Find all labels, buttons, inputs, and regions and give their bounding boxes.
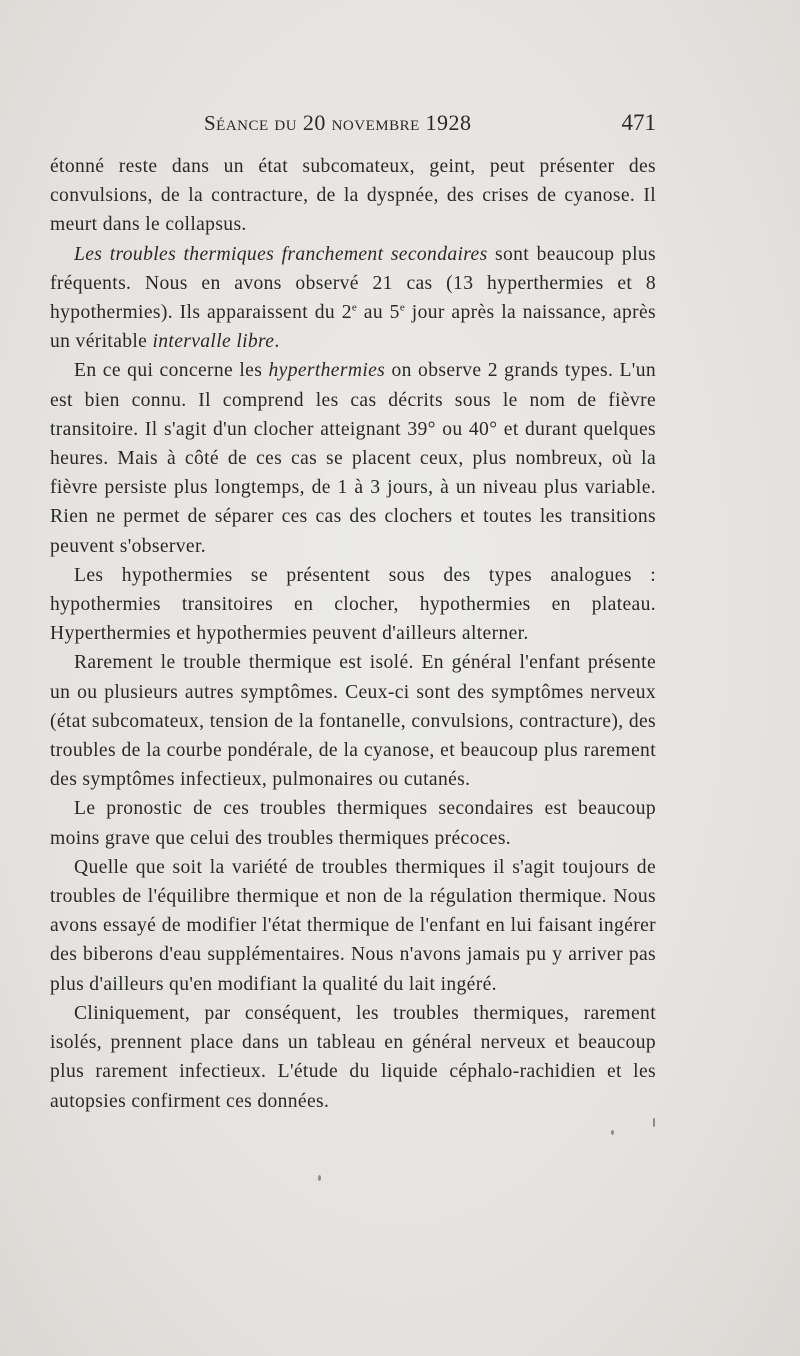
paragraph-p6 bbox=[50, 794, 656, 852]
text-run: Les hypothermies se présentent sous des types analogues : hypothermies transitoires en clocher, hypothermies en plateau. Hyperthermies et hypothermies peuvent d'ailleurs alterner. bbox=[50, 564, 656, 645]
text-run: . bbox=[274, 331, 280, 353]
text-run: Quelle que soit la variété de troubles thermiques il s'agit toujours de troubles de l'équilibre thermique et non de la régulation thermique. Nous avons essayé de modifier l'état thermique de l'enfant en lui faisant ingérer des biberons d'eau supplémentaires. Nous n'avons jamais pu y arriver pas plus d'ailleurs qu'en modifiant la qualité du lait ingéré. bbox=[50, 856, 656, 995]
running-title bbox=[204, 110, 472, 136]
superscript: e bbox=[351, 301, 358, 314]
running-title-month: novembre bbox=[325, 111, 426, 135]
paragraph-p7 bbox=[50, 853, 656, 999]
paragraph-p1 bbox=[50, 152, 656, 240]
superscript: e bbox=[399, 301, 406, 314]
ink-speck bbox=[318, 1175, 321, 1181]
italic-phrase: Les troubles thermiques franchement secondaires bbox=[74, 243, 488, 265]
text-run: au 5 bbox=[357, 302, 400, 324]
paragraph-p4 bbox=[50, 561, 656, 649]
paragraph-p3 bbox=[50, 356, 656, 560]
page-number: 471 bbox=[621, 110, 656, 135]
paragraph-p2 bbox=[50, 240, 656, 357]
text-run: Cliniquement, par conséquent, les troubles thermiques, rarement isolés, prennent place dans un tableau en général nerveux et beaucoup plus rarement infectieux. L'étude du liquide céphalo-rachidien et les autopsies confirment ces données. bbox=[50, 1002, 656, 1112]
text-run: Rarement le trouble thermique est isolé. En général l'enfant présente un ou plusieurs autres symptômes. Ceux-ci sont des symptômes nerveux (état subcomateux, tension de la fontanelle, convulsions, contracture), des troubles de la courbe pondérale, de la cyanose, et beaucoup plus rarement des symptômes infectieux, pulmonaires ou cutanés. bbox=[50, 652, 656, 791]
body-text bbox=[50, 152, 656, 1116]
italic-phrase: intervalle libre bbox=[152, 331, 275, 353]
paragraph-p5 bbox=[50, 648, 656, 794]
text-run: on observe 2 grands types. L'un est bien connu. Il comprend les cas décrits sous le nom de fièvre transitoire. Il s'agit d'un clocher atteignant 39° ou 40° et durant quelques heures. Mais à côté de ces cas se placent ceux, plus nombreux, où la fièvre persiste plus longtemps, de 1 à 3 jours, à un niveau plus variable. Rien ne permet de séparer ces cas des clochers et toutes les transitions peuvent s'observer. bbox=[50, 360, 656, 557]
text-run: Le pronostic de ces troubles thermiques secondaires est beaucoup moins grave que celui des troubles thermiques précoces. bbox=[50, 798, 656, 849]
text-run: sont beaucoup plus fréquents. Nous en avons observé 21 cas (13 hyperthermies et 8 hypothermies). Ils apparaissent du 2 bbox=[50, 243, 656, 324]
running-title-day: 20 bbox=[302, 110, 326, 135]
text-run: En ce qui concerne les bbox=[74, 360, 269, 382]
ink-speck bbox=[611, 1130, 614, 1135]
running-title-prefix: Séance du bbox=[204, 111, 303, 135]
text-run: jour après la naissance, après un véritable bbox=[50, 302, 656, 353]
ink-speck bbox=[653, 1118, 655, 1127]
running-title-year: 1928 bbox=[425, 110, 472, 135]
text-run: étonné reste dans un état subcomateux, geint, peut présenter des convulsions, de la contracture, de la dyspnée, des crises de cyanose. Il meurt dans le collapsus. bbox=[50, 156, 656, 236]
paragraph-p8 bbox=[50, 999, 656, 1116]
italic-phrase: hyperthermies bbox=[268, 360, 386, 382]
page-header bbox=[50, 110, 656, 144]
